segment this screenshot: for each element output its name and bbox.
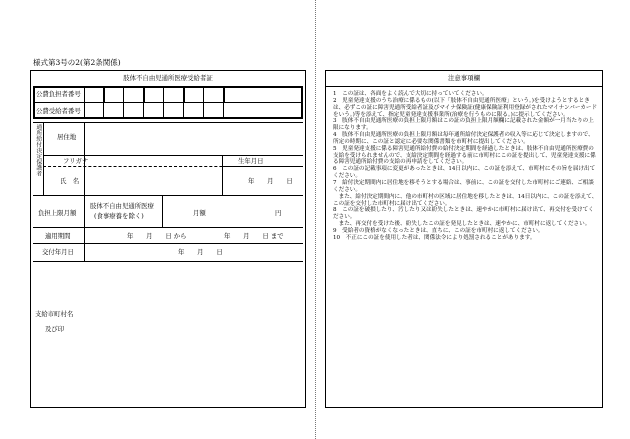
note-item: 8 この証を破損したり、汚したり又は紛失したときは、速やかに市町村に届け出て、再交付を受けてください。 xyxy=(333,207,594,221)
note-item: 5 児童発達支援に係る障害児通所給付費の給付決定期間を経過したときは、肢体不自由児通所医療費の支給を受けられませんので、支給決定期間を経過する前に市町村にこの証を提出して、児童発達支援に係る障害児通所給付費の支給の再申請をしてください。 xyxy=(333,145,596,166)
form-number-label: 様式第3号の2(第2条関係) xyxy=(33,58,121,67)
municipality-label: 支給市町村名 xyxy=(35,310,74,318)
burden-payer-number-label: 公費負担者番号 xyxy=(36,90,81,98)
note-item: 2 児童発達支援のうち治療に係るもの(以下「肢体不自由児通所医療」という。)を受けようとするときは、必ずこの証に障害児通所受給者証及びマイナ保険証(健康保険証利用登録がされたマイナンバーカードをいう。)等を添えて、指定児童発達支援事業所(治療を行うものに限る。)に提示してください。 xyxy=(333,97,598,118)
yen-label: 円 xyxy=(275,209,282,217)
fold-line xyxy=(315,0,316,439)
notes-list xyxy=(333,91,599,242)
guardian-group-label: 通所給付決定保護者 xyxy=(34,124,41,177)
monthly-amount-label: 月額 xyxy=(193,209,206,217)
application-period-label: 適用期間 xyxy=(45,232,71,240)
period-from: 年 月 日 から xyxy=(127,232,187,240)
birth-date-units: 年 月 日 xyxy=(248,177,293,185)
furigana-label: フリガナ xyxy=(63,157,89,165)
note-item: 4 肢体不自由児通所医療の負担上限月額は毎年通所給付決定保護者の収入等に応じて決定しますので、所定の時期に、この証と認定に必要な関係書類を市町村に提出してください。 xyxy=(333,132,594,145)
note-item: 6 この証の記載事項に変更があったときは、14日以内に、この証を添えて、市町村にその旨を届け出てください。 xyxy=(333,166,596,180)
name-label: 氏 名 xyxy=(60,177,80,185)
seal-label: 及び印 xyxy=(45,325,65,333)
issue-date-units: 年 月 日 xyxy=(178,248,223,256)
note-item: 1 この証は、各面をよく読んで大切に持っていてください。 xyxy=(333,91,488,97)
burden-limit-label: 負担上限月額 xyxy=(38,209,77,217)
limit-description-2: (食事療養を除く) xyxy=(94,212,144,220)
recipient-number-label: 公費受給者番号 xyxy=(36,107,81,115)
note-item: また、給付決定期間内に、他の市町村の区域に居住地を移したときは、14日以内に、この証を添えて、この証を交付した市町村に届け出てください。 xyxy=(333,193,598,207)
note-item: 7 給付決定期間内に居住地を移そうとする場合は、事前に、この証を交付した市町村にご連絡、ご相談ください。 xyxy=(333,179,594,193)
limit-description-1: 肢体不自由児通所医療 xyxy=(90,202,154,210)
address-label: 居住地 xyxy=(57,133,77,141)
period-to: 年 月 日 まで xyxy=(224,232,284,240)
issue-date-label: 交付年月日 xyxy=(42,248,74,256)
note-item: 10 不正にこの証を使用した者は、関係法令により処罰されることがあります。 xyxy=(333,234,536,241)
certificate-title: 肢体不自由児通所医療受給者証 xyxy=(123,74,213,82)
note-item: 3 肢体不自由児通所医療の負担上限月額はこの証の負担上限月額欄に記載された金額が一月当たりの上限になります。 xyxy=(333,118,594,132)
note-item: 9 受給者の資格がなくなったときは、直ちに、この証を市町村に返してください。 xyxy=(333,227,544,234)
birth-date-label: 生年月日 xyxy=(238,157,264,165)
note-item: また、再交付を受けた後、紛失したこの証を発見したときは、速やかに、市町村に返してください。 xyxy=(333,221,591,228)
notes-title: 注意事項欄 xyxy=(448,74,480,82)
